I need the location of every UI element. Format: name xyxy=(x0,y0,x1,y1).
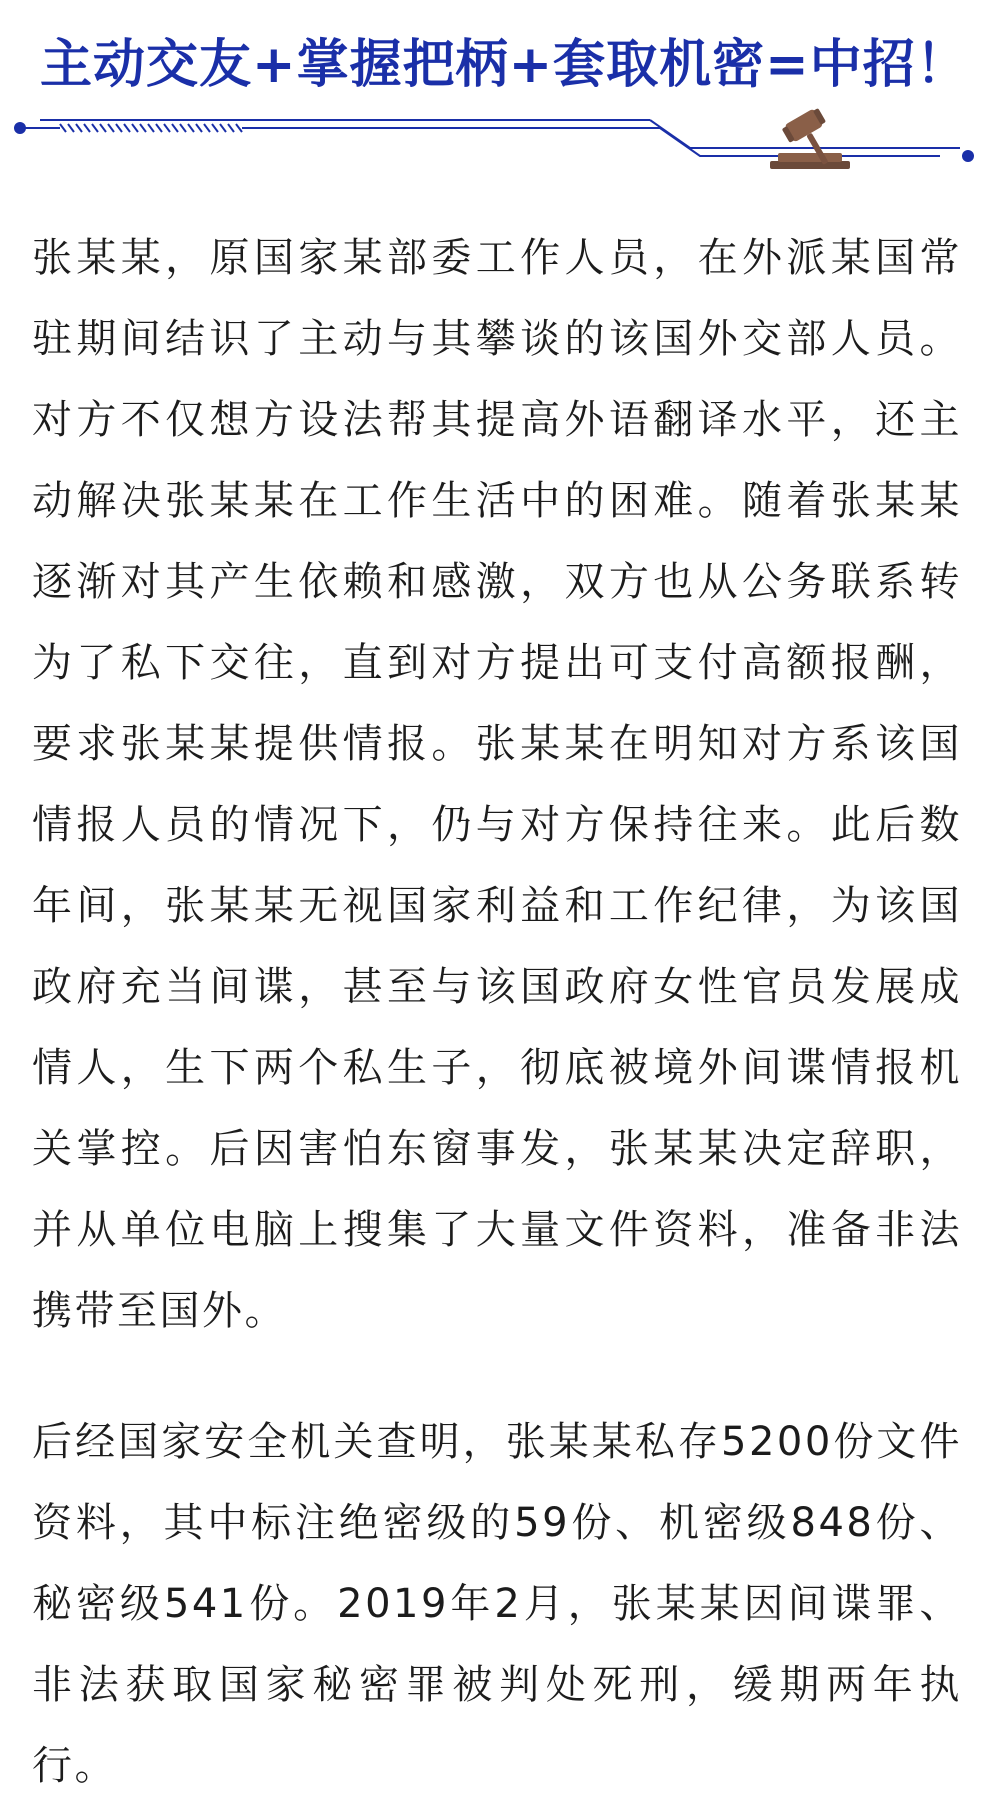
paragraph-verdict: 后经国家安全机关查明，张某某私存5200份文件资料，其中标注绝密级的59份、机密级848份、秘密级541份。2019年2月，张某某因间谍罪、非法获取国家秘密罪被判处死刑，缓期两年执行。 xyxy=(32,1419,962,1789)
page-title: 主动交友+掌握把柄+套取机密=中招！ xyxy=(40,35,969,95)
article-body xyxy=(32,218,962,1807)
paragraph-case-details: 张某某，原国家某部委工作人员，在外派某国常驻期间结识了主动与其攀谈的该国外交部人员。对方不仅想方设法帮其提高外语翻译水平，还主动解决张某某在工作生活中的困难。随着张某某逐渐对其产生依赖和感激，双方也从公务联系转为了私下交往，直到对方提出可支付高额报酬，要求张某某提供情报。张某某在明知对方系该国情报人员的情况下，仍与对方保持往来。此后数年间，张某某无视国家利益和工作纪律，为该国政府充当间谍，甚至与该国政府女性官员发展成情人，生下两个私生子，彻底被境外间谍情报机关掌控。后因害怕东窗事发，张某某决定辞职，并从单位电脑上搜集了大量文件资料，准备非法携带至国外。 xyxy=(32,235,962,1334)
header xyxy=(0,0,992,190)
gavel-icon xyxy=(760,95,880,175)
